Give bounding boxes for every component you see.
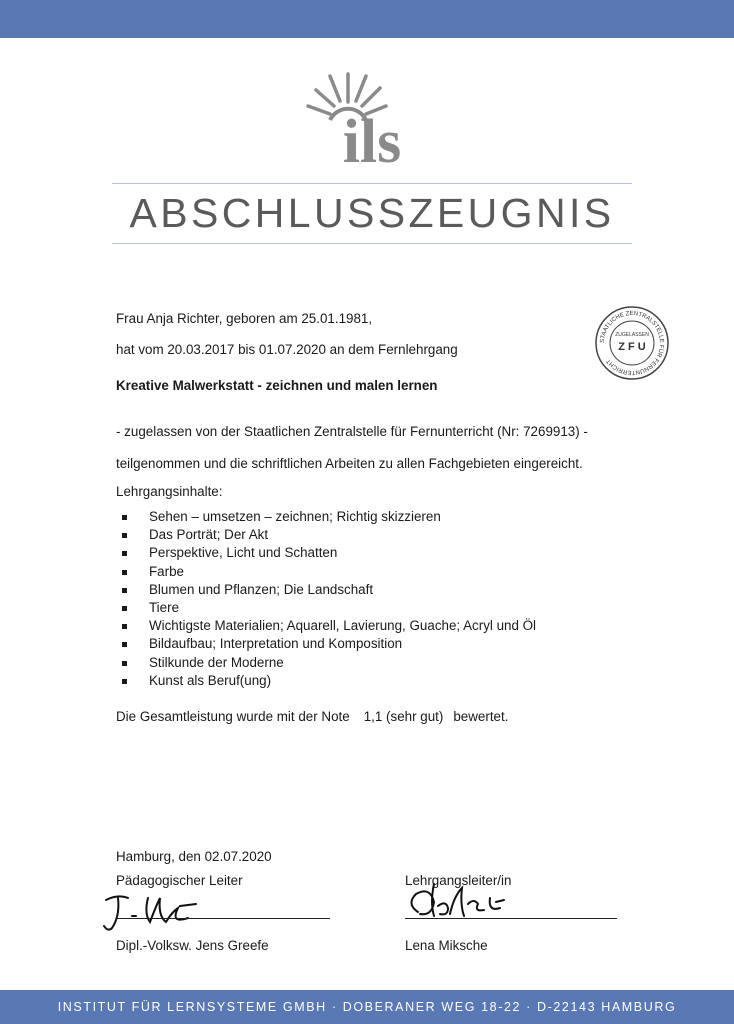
list-item: Farbe <box>122 563 536 581</box>
grade-suffix: bewertet. <box>453 709 509 724</box>
grade-prefix: Die Gesamtleistung wurde mit der Note <box>116 709 350 724</box>
bullet-icon <box>122 661 127 666</box>
place-date: Hamburg, den 02.07.2020 <box>116 849 272 864</box>
signature-left <box>100 888 210 934</box>
title-rule-bottom <box>112 243 632 244</box>
contents-heading: Lehrgangsinhalte: <box>116 484 223 499</box>
seal-ring-text: STAATLICHE ZENTRALSTELLE FÜR FERNUNTERRICHT <box>599 310 665 376</box>
document-title: ABSCHLUSSZEUGNIS <box>129 190 615 236</box>
list-item: Bildaufbau; Interpretation und Komposition <box>122 635 536 653</box>
signature-right <box>404 878 524 928</box>
bullet-icon <box>122 642 127 647</box>
logo-text: ils <box>342 108 402 172</box>
participation-line: teilgenommen und die schriftlichen Arbeiten zu allen Fachgebieten eingereicht. <box>116 456 583 471</box>
bullet-icon <box>122 533 127 538</box>
list-item: Das Porträt; Der Akt <box>122 526 536 544</box>
signature-line-right <box>405 918 617 919</box>
seal-label-top: ZUGELASSEN <box>615 332 649 338</box>
list-item: Kunst als Beruf(ung) <box>122 672 536 690</box>
grade-value: 1,1 (sehr gut) <box>363 709 444 724</box>
period-line: hat vom 20.03.2017 bis 01.07.2020 an dem Fernlehrgang <box>116 342 458 357</box>
bullet-icon <box>122 624 127 629</box>
grade-line <box>116 709 508 724</box>
bullet-icon <box>122 679 127 684</box>
list-item: Wichtigste Materialien; Aquarell, Lavierung, Guache; Acryl und Öl <box>122 617 536 635</box>
signatory-right-role: Lehrgangsleiter/in <box>405 873 512 888</box>
list-item: Perspektive, Licht und Schatten <box>122 544 536 562</box>
zfu-seal-icon <box>594 305 670 381</box>
contents-list <box>122 508 536 690</box>
bullet-icon <box>122 515 127 520</box>
recipient-line: Frau Anja Richter, geboren am 25.01.1981, <box>116 311 373 326</box>
seal-label-main: Z F U <box>618 341 646 353</box>
footer-address: INSTITUT FÜR LERNSYSTEME GMBH · DOBERANER WEG 18-22 · D-22143 HAMBURG <box>57 1000 677 1014</box>
bullet-icon <box>122 551 127 556</box>
list-item: Blumen und Pflanzen; Die Landschaft <box>122 581 536 599</box>
bullet-icon <box>122 588 127 593</box>
title-rule-top <box>112 183 632 184</box>
ils-logo <box>300 62 440 172</box>
course-title: Kreative Malwerkstatt - zeichnen und malen lernen <box>116 378 438 393</box>
bullet-icon <box>122 570 127 575</box>
bullet-icon <box>122 606 127 611</box>
signatory-left-name: Dipl.-Volksw. Jens Greefe <box>116 938 269 953</box>
signatory-right-name: Lena Miksche <box>405 938 488 953</box>
signatory-left-role: Pädagogischer Leiter <box>116 873 243 888</box>
list-item: Sehen – umsetzen – zeichnen; Richtig skizzieren <box>122 508 536 526</box>
list-item: Stilkunde der Moderne <box>122 654 536 672</box>
signature-line-left <box>116 918 330 919</box>
footer-band <box>0 990 734 1024</box>
list-item: Tiere <box>122 599 536 617</box>
approval-line: - zugelassen von der Staatlichen Zentralstelle für Fernunterricht (Nr: 7269913) - <box>116 424 588 439</box>
top-color-band <box>0 0 734 38</box>
